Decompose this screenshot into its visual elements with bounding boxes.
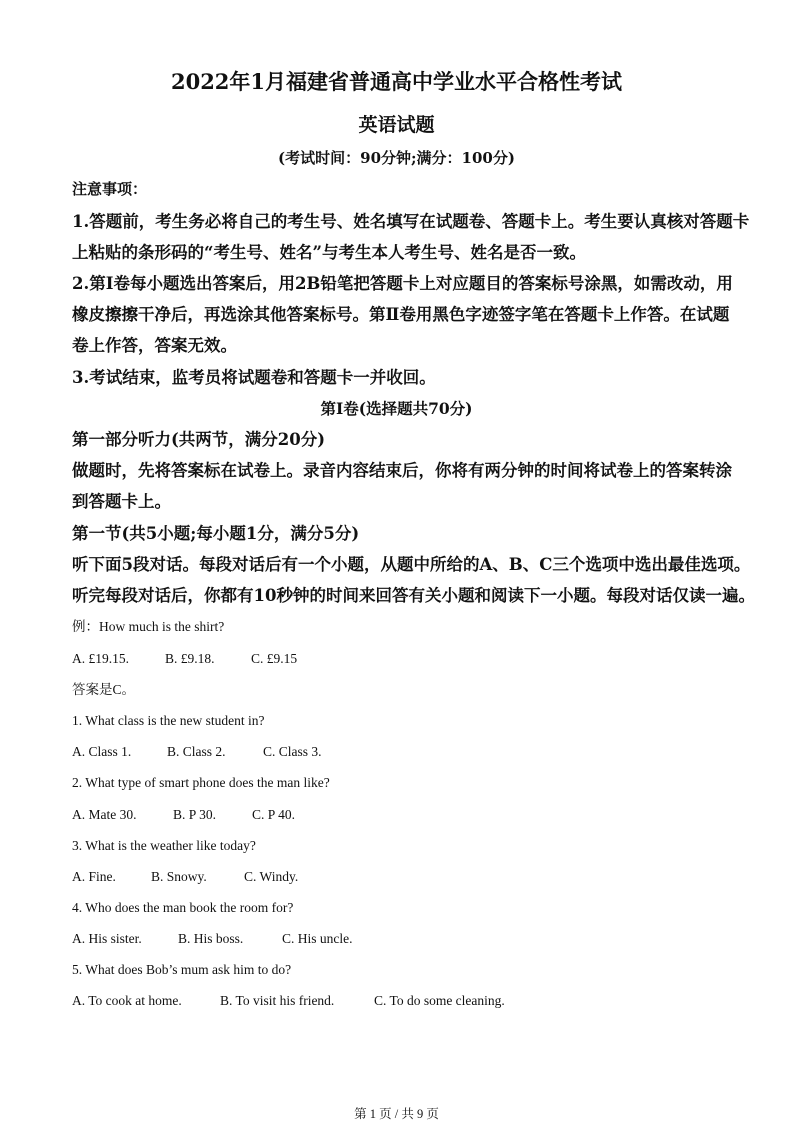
option-c: C. His uncle.	[282, 931, 353, 946]
option-c: C. P 40.	[252, 807, 296, 822]
part-instruction: 做题时，先将答案标在试卷上。录音内容结束后，你将有两分钟的时间将试卷上的答案转涂	[72, 461, 732, 480]
page-title: 2022年1月福建省普通高中学业水平合格性考试	[170, 69, 623, 94]
volume-heading: 第Ⅰ卷(选择题共70分)	[320, 399, 473, 418]
example-answer: 答案是C。	[72, 682, 136, 697]
option-b: B. Snowy.	[151, 869, 207, 884]
page-subtitle: 英语试题	[358, 114, 435, 136]
option-b: B. His boss.	[178, 931, 244, 946]
question-options	[72, 991, 722, 1011]
option-b: B. Class 2.	[167, 744, 226, 759]
question: 4. Who does the man book the room for?	[72, 900, 294, 915]
question-options	[72, 805, 722, 825]
option-a: A. £19.15.	[72, 651, 129, 666]
notice-line: 2.第Ⅰ卷每小题选出答案后，用2B铅笔把答题卡上对应题目的答案标号涂黑，如需改动，用	[72, 274, 733, 293]
option-c: C. Windy.	[244, 869, 299, 884]
option-a: A. Mate 30.	[72, 807, 137, 822]
question: 3. What is the weather like today?	[72, 838, 256, 853]
notice-heading: 注意事项：	[72, 180, 148, 198]
part-heading: 第一部分听力(共两节，满分20分)	[72, 430, 326, 449]
option-a: A. Fine.	[72, 869, 116, 884]
notice-line: 橡皮擦擦干净后，再选涂其他答案标号。第Ⅱ卷用黑色字迹签字笔在答题卡上作答。在试题	[72, 305, 730, 324]
notice-line: 3.考试结束，监考员将试题卷和答题卡一并收回。	[72, 368, 436, 387]
notice-line: 上粘贴的条形码的“考生号、姓名”与考生本人考生号、姓名是否一致。	[72, 243, 586, 262]
option-c: C. £9.15	[251, 651, 298, 666]
question: 5. What does Bob’s mum ask him to do?	[72, 962, 292, 977]
option-c: C. To do some cleaning.	[374, 993, 505, 1008]
notice-line: 1.答题前，考生务必将自己的考生号、姓名填写在试题卷、答题卡上。考生要认真核对答题卡	[72, 212, 750, 231]
section-instruction: 听下面5段对话。每段对话后有一个小题，从题中所给的A、B、C三个选项中选出最佳选项。	[72, 555, 751, 574]
example-options	[72, 649, 722, 669]
question-options	[72, 742, 722, 762]
page-footer: 第 1 页 / 共 9 页	[354, 1107, 439, 1121]
question: 1. What class is the new student in?	[72, 713, 265, 728]
part-instruction: 到答题卡上。	[72, 492, 171, 511]
option-a: A. His sister.	[72, 931, 142, 946]
example-question: 例：How much is the shirt?	[72, 619, 225, 634]
question-options	[72, 929, 722, 949]
option-b: B. To visit his friend.	[220, 993, 335, 1008]
question: 2. What type of smart phone does the man like?	[72, 775, 330, 790]
option-a: A. To cook at home.	[72, 993, 182, 1008]
question-options	[72, 867, 722, 887]
option-a: A. Class 1.	[72, 744, 132, 759]
notice-line: 卷上作答，答案无效。	[72, 336, 237, 355]
option-b: B. P 30.	[173, 807, 217, 822]
section-instruction: 听完每段对话后，你都有10秒钟的时间来回答有关小题和阅读下一小题。每段对话仅读一遍。	[72, 586, 755, 605]
option-b: B. £9.18.	[165, 651, 215, 666]
section-heading: 第一节(共5小题;每小题1分，满分5分)	[72, 524, 360, 543]
option-c: C. Class 3.	[263, 744, 322, 759]
exam-info: (考试时间：90分钟;满分：100分)	[278, 149, 515, 167]
